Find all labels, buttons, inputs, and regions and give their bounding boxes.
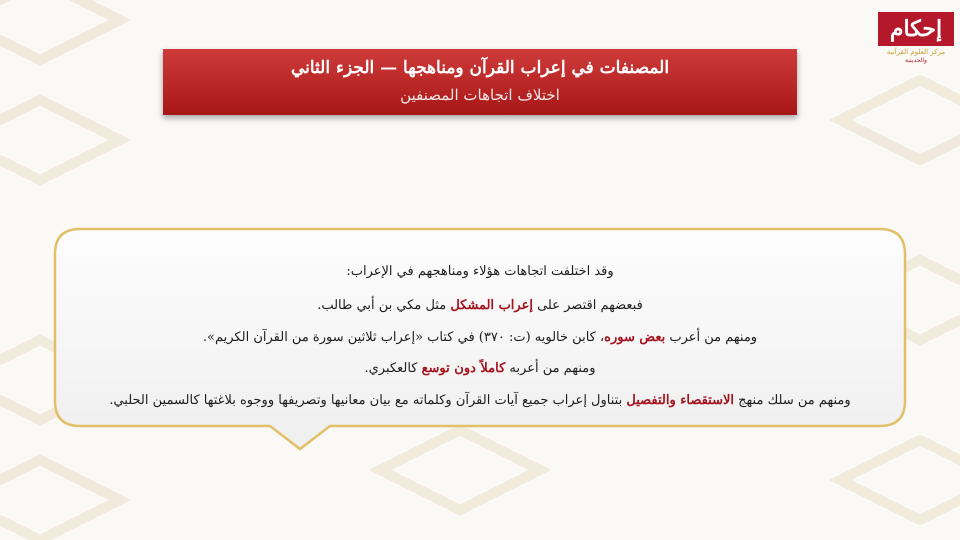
point-text-before: ومنهم من سلك منهج — [734, 393, 851, 408]
point-highlight: كاملاً دون توسع — [421, 361, 506, 376]
point-text-after: ، كابن خالويه (ت: ٣٧٠) في كتاب «إعراب ثلاثين سورة من القرآن الكريم». — [202, 330, 605, 345]
point-complete-brief — [70, 361, 890, 376]
point-text-before: ومنهم من أعربه — [505, 361, 596, 376]
point-highlight: الاستقصاء والتفصيل — [626, 393, 735, 408]
page-subtitle: اختلاف اتجاهات المصنفين — [400, 86, 560, 104]
point-highlight: بعض سوره — [604, 330, 666, 345]
point-text-before: ومنهم من أعرب — [665, 330, 758, 345]
point-text-after: مثل مكي بن أبي طالب. — [317, 298, 451, 313]
point-text-after: كالعكبري. — [364, 361, 422, 376]
point-text-before: فبعضهم اقتصر على — [532, 298, 643, 313]
intro-line: وقد اختلفت اتجاهات هؤلاء ومناهجهم في الإعراب: — [346, 264, 614, 279]
logo-wordmark: إحكام — [878, 12, 954, 46]
point-exhaustive — [70, 393, 890, 408]
point-mushkil — [70, 298, 890, 313]
point-text-after: بتناول إعراب جميع آيات القرآن وكلماته مع بيان معانيها وتصريفها ووجوه بلاغتها كالسمين الحلبي. — [109, 393, 627, 408]
logo-caption-line1: مركز العلوم القرآنية — [886, 48, 946, 56]
point-highlight: إعراب المشكل — [450, 298, 533, 313]
page-title: المصنفات في إعراب القرآن ومناهجها — الجزء الثاني — [290, 58, 670, 78]
logo-caption-line2: والحديثية — [905, 57, 927, 64]
point-some-surahs — [70, 330, 890, 345]
